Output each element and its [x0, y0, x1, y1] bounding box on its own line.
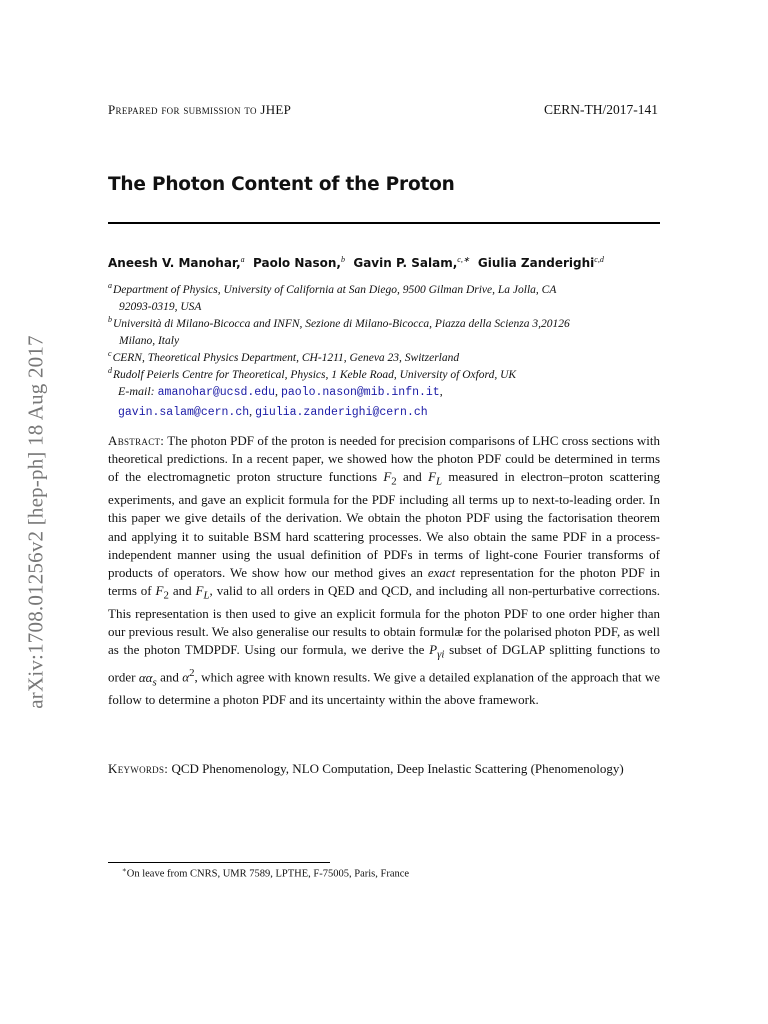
- author-affiliation-mark: b: [340, 255, 345, 264]
- footnote-mark: ∗: [122, 866, 127, 874]
- affiliation-text: Rudolf Peierls Centre for Theoretical, Physics, 1 Keble Road, University of Oxford, UK: [113, 368, 517, 381]
- abstract-text: measured in electron–proton scattering experiments, and gave an explicit formula for the PDF including all terms up to next-to-leading order. In this paper we give details of the derivation. We obtain the photon PDF using the factorisation theorem and applying it to suitable BSM hard scattering processes. We also obtain the same PDF in a process-independent manner using the usual definition of PDFs in terms of light-cone Fourier transforms of products of operators. We show how our method gives an: [108, 469, 660, 581]
- author-name: Giulia Zanderighi: [477, 256, 595, 270]
- affiliation-text: Università di Milano-Bicocca and INFN, Sezione di Milano-Bicocca, Piazza della Scienza 3,20126: [113, 317, 570, 330]
- abstract: Abstract: The photon PDF of the proton is needed for precision comparisons of LHC cross sections with theoretical predictions. In a recent paper, we showed how the photon PDF could be determined in terms of the electromagnetic proton structure functions $F_2$ and $F_L$ measured in electron–proton scattering experiments, and gave an explicit formula for the PDF including all terms up to next-to-leading order. In this paper we give details of the derivation. We obtain the photon PDF using the factorisation theorem and applying it to suitable BSM hard scattering processes. We also obtain the same PDF in a process-independent manner using the usual definition of PDFs in terms of light-cone Fourier transforms of products of operators. We show how our method gives an exact representation for the photon PDF in terms of $F_2$ and $F_L$, valid to all orders in QED and QCD, and including all non-perturbative corrections. This representation is then used to give an explicit formula for the photon PDF to one order higher than our previous result. We also generalise our results to obtain formulæ for the polarised photon PDF, as well as the photon TMDPDF. Using our formula, we derive the $P_{\gamma i}$ subset of DGLAP splitting functions to order $\alpha\alpha_s$ and $\alpha^2$, which agree with known results. We give a detailed explanation of the approach that we follow to determine a photon PDF and its uncertainty within the above framework.: [108, 433, 661, 708]
- email-block: E-mail: amanohar@ucsd.edu, paolo.nason@mib.infn.it, gavin.salam@cern.ch, giulia.zanderighi@cern.ch: [118, 384, 443, 419]
- arxiv-side-stamp: arXiv:1708.01256v2 [hep-ph] 18 Aug 2017: [23, 335, 48, 709]
- paper-title: The Photon Content of the Proton: [108, 174, 455, 195]
- footnote-rule: [108, 862, 330, 863]
- author-list: [108, 255, 604, 270]
- author-name: Paolo Nason,: [253, 256, 341, 270]
- email-link[interactable]: paolo.nason@mib.infn.it: [280, 386, 440, 399]
- affiliation: [108, 362, 664, 384]
- author-name: Gavin P. Salam,: [353, 256, 458, 270]
- abstract-heading: Abstract:: [108, 433, 165, 448]
- abstract-text: and: [172, 583, 192, 599]
- author-affiliation-mark: c,∗: [457, 255, 470, 264]
- abstract-text: subset of DGLAP splitting functions to order: [108, 642, 660, 685]
- journal-note: Prepared for submission to JHEP: [108, 102, 292, 117]
- title-rule: [108, 222, 660, 224]
- affiliation-text: Department of Physics, University of California at San Diego, 9500 Gilman Drive, La Jolla, CA: [113, 283, 557, 296]
- abstract-emphasis: exact: [427, 565, 456, 581]
- author-affiliation-mark: c,d: [594, 255, 604, 264]
- affiliation: [108, 311, 664, 350]
- email-label: E-mail:: [118, 384, 155, 398]
- affiliation-mark: d: [108, 366, 112, 375]
- affiliation-mark: a: [108, 281, 112, 290]
- email-link[interactable]: amanohar@ucsd.edu: [157, 386, 275, 399]
- abstract-text: , valid to all orders in QED and QCD, and including all non-perturbative corrections. This representation is then used to give an explicit formula for the photon PDF to one order higher than our previous result. We also generalise our results to obtain formulæ for the polarised photon PDF, as well as the photon TMDPDF. Using our formula, we derive the: [108, 583, 661, 658]
- affiliation-text: CERN, Theoretical Physics Department, CH-1211, Geneva 23, Switzerland: [112, 351, 460, 364]
- affiliation-text: Milano, Italy: [119, 334, 180, 347]
- affiliation-text: 92093-0319, USA: [119, 300, 202, 313]
- keywords: [108, 760, 660, 779]
- footnote-text: On leave from CNRS, UMR 7589, LPTHE, F-75005, Paris, France: [126, 868, 410, 880]
- abstract-text: , which agree with known results. We give a detailed explanation of the approach that we follow to determine a photon PDF and its uncertainty within the above framework.: [108, 669, 661, 708]
- author-name: Aneesh V. Manohar,: [108, 256, 241, 270]
- affiliation-mark: c: [108, 349, 112, 358]
- abstract-text: and: [402, 469, 422, 485]
- affiliation: [108, 277, 664, 316]
- email-link[interactable]: gavin.salam@cern.ch: [118, 406, 250, 419]
- affiliation-mark: b: [108, 315, 112, 324]
- author-affiliation-mark: a: [240, 255, 245, 264]
- abstract-text: The photon PDF of the proton is needed for precision comparisons of LHC cross sections with theoretical predictions. In a recent paper, we showed how the photon PDF could be determined in terms of the electromagnetic proton structure functions: [108, 433, 660, 485]
- keywords-text: QCD Phenomenology, NLO Computation, Deep Inelastic Scattering (Phenomenology): [171, 761, 624, 776]
- keywords-heading: Keywords:: [108, 761, 169, 776]
- report-number: CERN-TH/2017-141: [544, 102, 658, 117]
- abstract-text: representation for the photon PDF in terms of: [108, 565, 661, 599]
- footnote: [122, 866, 409, 880]
- email-link[interactable]: giulia.zanderighi@cern.ch: [255, 406, 428, 419]
